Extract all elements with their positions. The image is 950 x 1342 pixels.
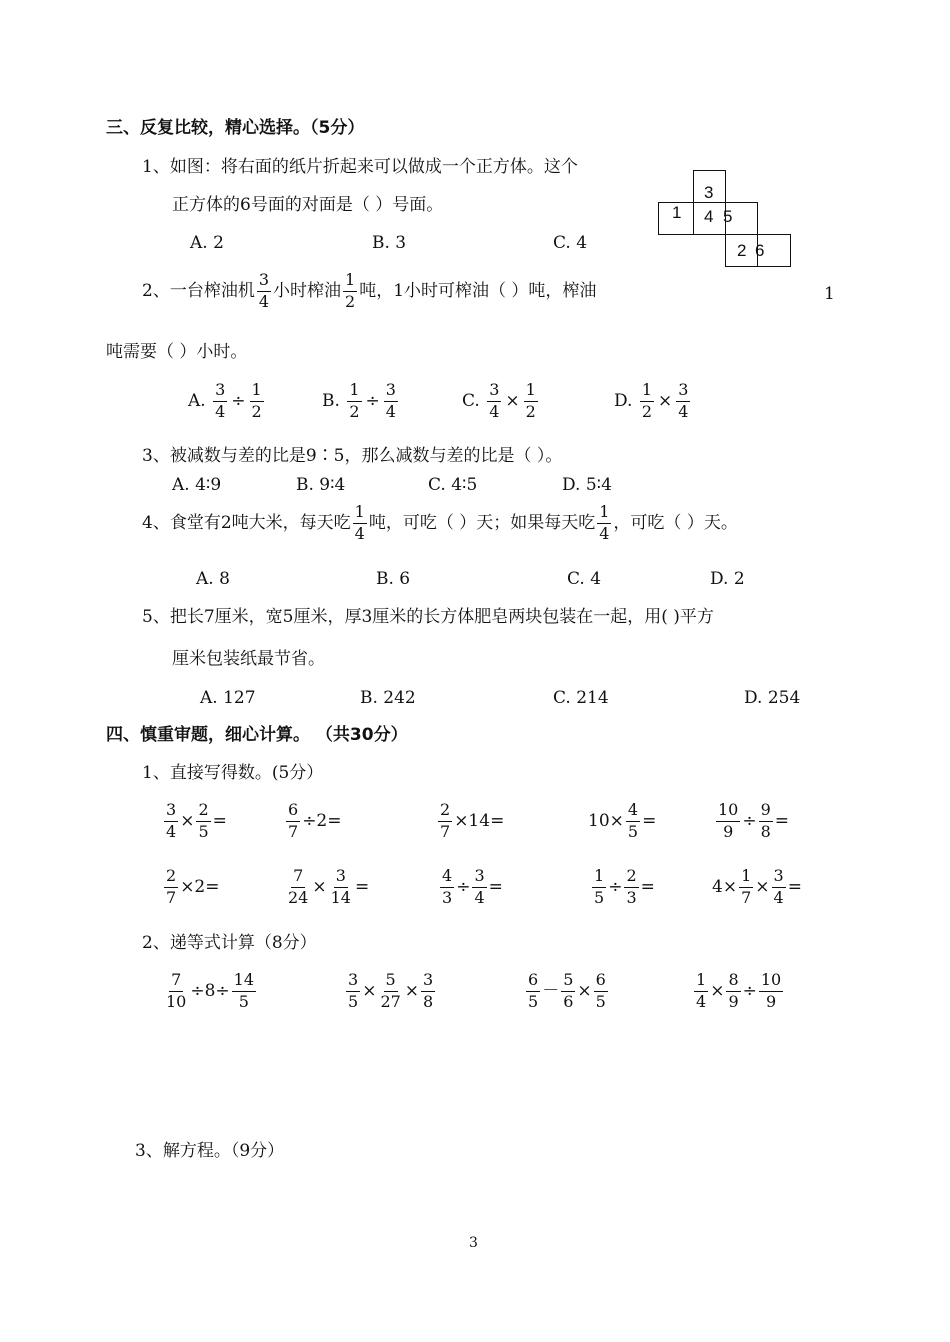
expression: [438, 868, 503, 907]
numerator: 3: [384, 382, 398, 402]
fraction: [329, 868, 353, 907]
fraction: [196, 802, 210, 841]
fraction: [438, 802, 452, 841]
q5-line2: 厘米包装纸最节省。: [172, 649, 325, 669]
fraction: [526, 972, 540, 1011]
q2-option-d: [614, 382, 692, 421]
fraction: [440, 868, 454, 907]
fraction: [487, 382, 501, 421]
expression: [344, 972, 437, 1011]
denominator: 4: [696, 991, 707, 1011]
fraction: [250, 382, 264, 421]
q2-text-1: 2、一台榨油机: [142, 280, 255, 301]
expression: [162, 868, 220, 907]
operator: ×: [658, 390, 673, 411]
expr-text: ×: [312, 876, 327, 897]
expr-text: =: [488, 876, 503, 897]
numerator: 2: [624, 868, 638, 888]
q4-text-2: 吨，可吃（ ）天；如果每天吃: [368, 512, 596, 533]
sub2-title: 2、递等式计算（8分）: [142, 933, 317, 953]
denominator: 2: [525, 401, 536, 421]
denominator: 4: [474, 887, 485, 907]
numerator: 6: [526, 972, 540, 992]
q3-text: 3、被减数与差的比是9∶5，那么减数与差的比是（ ）。: [142, 446, 563, 466]
denominator: 4: [599, 523, 610, 543]
denominator: 8: [423, 991, 434, 1011]
q5-option-d: D. 254: [744, 688, 801, 708]
numerator: 8: [726, 972, 740, 992]
net-label-bottom-left: 2: [737, 241, 747, 260]
q2-fraction-1: [257, 272, 271, 311]
expr-text: =: [774, 810, 790, 831]
q4-text-3: ，可吃（ ）天。: [613, 512, 738, 533]
expr-text: ×: [710, 980, 725, 1001]
numerator: 4: [440, 868, 454, 888]
q4-line: [142, 504, 738, 543]
expression: [590, 868, 655, 907]
denominator: 4: [215, 401, 226, 421]
denominator: 14: [330, 887, 351, 907]
fraction: [524, 382, 538, 421]
numerator: 14: [232, 972, 256, 992]
denominator: 2: [349, 401, 360, 421]
net-label-mid-right: 5: [723, 207, 733, 226]
expr-text: 4×: [712, 876, 738, 897]
expression: [714, 802, 789, 841]
expr-text: ×: [362, 980, 377, 1001]
expr-text: －: [542, 980, 560, 1001]
expr-text: =: [642, 810, 657, 831]
denominator: 27: [380, 991, 401, 1011]
q4-option-b: B. 6: [376, 569, 411, 589]
denominator: 9: [723, 821, 734, 841]
expr-text: =: [354, 876, 370, 897]
expr-text: ÷: [608, 876, 623, 897]
numerator: 5: [561, 972, 575, 992]
fraction: [164, 868, 178, 907]
option-label: C.: [462, 390, 480, 411]
denominator: 5: [238, 991, 249, 1011]
operator: ÷: [231, 390, 246, 411]
sub3-title: 3、解方程。（9分）: [135, 1141, 285, 1161]
denominator: 9: [765, 991, 777, 1011]
q2-line2: 吨需要（ ）小时。: [106, 342, 248, 362]
q2-text-3: 吨，1小时可榨油（ ）吨，榨油: [359, 280, 597, 301]
denominator: 4: [354, 523, 365, 543]
denominator: 9: [728, 991, 739, 1011]
expr-text: =: [787, 876, 802, 897]
expr-text: ÷: [742, 980, 757, 1001]
numerator: 3: [334, 868, 348, 888]
q3-option-b: B. 9∶4: [296, 475, 346, 495]
numerator: 6: [594, 972, 608, 992]
numerator: 1: [524, 382, 538, 402]
fraction: [624, 868, 638, 907]
net-label-mid-left: 1: [672, 203, 682, 222]
expression: [162, 972, 258, 1011]
operator: ÷: [365, 390, 380, 411]
option-label: B.: [322, 390, 340, 411]
denominator: 8: [760, 821, 771, 841]
expr-text: =: [212, 810, 227, 831]
numerator: 3: [346, 972, 360, 992]
expr-text: ÷8÷: [190, 980, 230, 1001]
numerator: 6: [286, 802, 300, 822]
fraction: [378, 972, 402, 1011]
q5-line1: 5、把长7厘米，宽5厘米，厚3厘米的长方体肥皂两块包装在一起，用( )平方: [142, 607, 714, 627]
fraction: [164, 972, 188, 1011]
expression: [712, 868, 802, 907]
expression: [524, 972, 610, 1011]
section3-title: 三、反复比较，精心选择。（5分）: [106, 118, 365, 138]
q4-option-d: D. 2: [710, 569, 745, 589]
denominator: 4: [385, 401, 396, 421]
q3-option-a: A. 4∶9: [172, 475, 222, 495]
denominator: 3: [626, 887, 637, 907]
expr-text: ×: [755, 876, 770, 897]
fraction: [384, 382, 398, 421]
fraction: [626, 802, 640, 841]
numerator: 3: [676, 382, 690, 402]
q1-option-c: C. 4: [553, 233, 588, 253]
fraction: [640, 382, 654, 421]
q1-line1: 1、如图：将右面的纸片折起来可以做成一个正方体。这个: [142, 157, 578, 177]
denominator: 5: [594, 887, 605, 907]
fraction: [213, 382, 227, 421]
numerator: 5: [384, 972, 398, 992]
denominator: 7: [288, 821, 299, 841]
denominator: 4: [489, 401, 500, 421]
cube-net-diagram: [658, 170, 793, 270]
numerator: 7: [169, 972, 183, 992]
fraction: [739, 868, 753, 907]
numerator: 10: [716, 802, 740, 822]
denominator: 4: [678, 401, 689, 421]
q4-option-a: A. 8: [196, 569, 230, 589]
fraction: [472, 868, 486, 907]
denominator: 6: [563, 991, 574, 1011]
q4-fraction-1: [353, 504, 367, 543]
denominator: 2: [251, 401, 262, 421]
denominator: 5: [198, 821, 209, 841]
q1-line2: 正方体的6号面的对面是（ ）号面。: [172, 195, 444, 215]
q2-option-a: [188, 382, 266, 421]
denominator: 5: [595, 991, 606, 1011]
numerator: 2: [438, 802, 452, 822]
expr-text: =: [640, 876, 655, 897]
q2-option-c: [462, 382, 540, 421]
q4-option-c: C. 4: [567, 569, 602, 589]
denominator: 7: [741, 887, 752, 907]
denominator: 4: [773, 887, 784, 907]
net-label-mid-center: 4: [704, 207, 714, 226]
numerator: 3: [213, 382, 227, 402]
expr-text: ×2=: [180, 876, 220, 897]
expr-text: ×: [180, 810, 195, 831]
expression: [436, 802, 504, 841]
fraction: [759, 972, 783, 1011]
denominator: 7: [440, 821, 451, 841]
denominator: 2: [345, 291, 356, 311]
numerator: 2: [164, 868, 178, 888]
denominator: 5: [348, 991, 359, 1011]
fraction: [772, 868, 786, 907]
denominator: 5: [627, 821, 639, 841]
expr-text: ×14=: [454, 810, 505, 831]
numerator: 7: [291, 868, 305, 888]
numerator: 1: [597, 504, 611, 524]
numerator: 1: [353, 504, 367, 524]
numerator: 3: [772, 868, 786, 888]
denominator: 24: [288, 887, 309, 907]
denominator: 7: [166, 887, 177, 907]
fraction: [694, 972, 708, 1011]
numerator: 4: [626, 802, 640, 822]
fraction: [346, 972, 360, 1011]
fraction: [759, 802, 773, 841]
expr-text: ×: [404, 980, 420, 1001]
numerator: 1: [739, 868, 753, 888]
fraction: [592, 868, 606, 907]
denominator: 4: [166, 821, 177, 841]
numerator: 1: [592, 868, 606, 888]
fraction: [561, 972, 575, 1011]
numerator: 3: [164, 802, 178, 822]
expr-text: ÷2=: [302, 810, 342, 831]
numerator: 3: [257, 272, 271, 292]
q4-fraction-2: [597, 504, 611, 543]
expr-text: ×: [577, 980, 592, 1001]
q2-stray-digit: 1: [824, 284, 835, 304]
denominator: 4: [258, 291, 270, 311]
denominator: 10: [166, 991, 187, 1011]
denominator: 2: [641, 401, 653, 421]
numerator: 1: [694, 972, 708, 992]
q2-option-b: [322, 382, 400, 421]
q2-text-2: 小时榨油: [273, 280, 342, 301]
denominator: 5: [528, 991, 539, 1011]
numerator: 1: [343, 272, 357, 292]
fraction: [676, 382, 690, 421]
expression: [162, 802, 227, 841]
numerator: 3: [472, 868, 486, 888]
page-number: 3: [469, 1235, 478, 1251]
fraction: [286, 868, 310, 907]
fraction: [716, 802, 740, 841]
numerator: 1: [347, 382, 361, 402]
expr-text: ÷: [456, 876, 471, 897]
q5-option-b: B. 242: [360, 688, 416, 708]
section4-title: 四、慎重审题，细心计算。 （共30分）: [106, 725, 408, 745]
expr-text: ÷: [742, 810, 757, 831]
option-label: D.: [614, 390, 633, 411]
numerator: 1: [640, 382, 654, 402]
net-label-top: 3: [704, 183, 714, 202]
q1-option-b: B. 3: [372, 233, 407, 253]
q1-option-a: A. 2: [190, 233, 224, 253]
fraction: [726, 972, 740, 1011]
expression: [692, 972, 785, 1011]
expression: [284, 868, 369, 907]
fraction: [594, 972, 608, 1011]
numerator: 2: [196, 802, 210, 822]
option-label: A.: [188, 390, 206, 411]
numerator: 10: [759, 972, 783, 992]
denominator: 3: [442, 887, 453, 907]
q4-text-1: 4、食堂有2吨大米，每天吃: [142, 512, 351, 533]
numerator: 3: [421, 972, 435, 992]
numerator: 3: [487, 382, 501, 402]
operator: ×: [505, 390, 520, 411]
q3-option-d: D. 5∶4: [562, 475, 612, 495]
expr-text: 10×: [588, 810, 624, 831]
fraction: [164, 802, 178, 841]
sub1-title: 1、直接写得数。(5分）: [142, 763, 324, 783]
numerator: 1: [250, 382, 264, 402]
q2-fraction-2: [343, 272, 357, 311]
fraction: [421, 972, 435, 1011]
expression: [588, 802, 656, 841]
expression: [284, 802, 342, 841]
fraction: [286, 802, 300, 841]
q3-option-c: C. 4∶5: [428, 475, 478, 495]
q5-option-c: C. 214: [553, 688, 609, 708]
numerator: 9: [759, 802, 773, 822]
q5-option-a: A. 127: [200, 688, 256, 708]
fraction: [232, 972, 256, 1011]
net-label-bottom-right: 6: [755, 241, 765, 260]
fraction: [347, 382, 361, 421]
q2-line1: [142, 272, 596, 311]
